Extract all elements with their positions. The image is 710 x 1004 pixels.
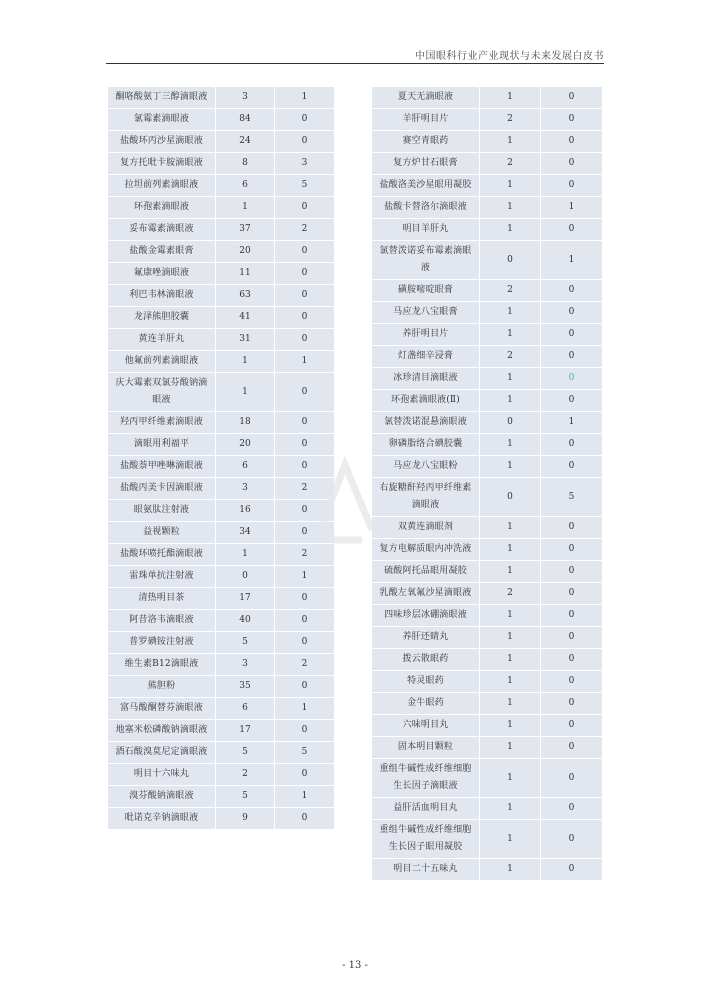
table-row: [372, 412, 602, 433]
count-b-cell: 0: [541, 583, 602, 604]
count-a-cell: 6: [216, 456, 275, 477]
count-b-cell: 0: [541, 131, 602, 152]
drug-name-cell: 环孢素滴眼液: [108, 197, 216, 218]
drug-name-cell: 龙泽熊胆胶囊: [108, 307, 216, 328]
count-b-cell: 0: [275, 676, 334, 697]
drug-name-cell: 卵磷脂络合碘胶囊: [372, 434, 480, 455]
count-b-cell: 2: [275, 544, 334, 565]
count-b-cell: 1: [275, 698, 334, 719]
count-a-cell: 1: [480, 131, 541, 152]
table-row: [372, 131, 602, 152]
drug-name-cell: 环孢素滴眼液(Ⅱ): [372, 390, 480, 411]
table-row: [108, 478, 334, 499]
count-b-cell: 0: [275, 720, 334, 741]
drug-name-cell: 羊肝明目片: [372, 109, 480, 130]
count-a-cell: 1: [480, 737, 541, 758]
drug-name-cell: 磺胺嘧啶眼膏: [372, 280, 480, 301]
count-b-cell: 0: [541, 456, 602, 477]
count-b-cell: 0: [541, 109, 602, 130]
count-b-cell: 0: [275, 522, 334, 543]
count-a-cell: 2: [216, 764, 275, 785]
drug-name-cell: 冰珍清目滴眼液: [372, 368, 480, 389]
count-b-cell: 0: [275, 109, 334, 130]
count-b-cell: 0: [275, 412, 334, 433]
count-b-cell: 0: [541, 175, 602, 196]
drug-name-cell: 拉坦前列素滴眼液: [108, 175, 216, 196]
table-row: [108, 566, 334, 587]
count-a-cell: 1: [480, 175, 541, 196]
table-row: [108, 764, 334, 785]
drug-name-cell: 熊胆粉: [108, 676, 216, 697]
count-a-cell: 1: [480, 219, 541, 240]
left-data-table: [108, 86, 334, 830]
drug-name-cell: 氯霉素滴眼液: [108, 109, 216, 130]
count-a-cell: 1: [480, 561, 541, 582]
table-row: [372, 478, 602, 516]
count-b-cell: 1: [275, 566, 334, 587]
table-row: [108, 131, 334, 152]
count-a-cell: 3: [216, 478, 275, 499]
table-row: [372, 737, 602, 758]
drug-name-cell: 黄连羊肝丸: [108, 329, 216, 350]
count-a-cell: 1: [480, 798, 541, 819]
count-a-cell: 37: [216, 219, 275, 240]
table-row: [372, 109, 602, 130]
drug-name-cell: 六味明目丸: [372, 715, 480, 736]
count-a-cell: 11: [216, 263, 275, 284]
count-a-cell: 2: [480, 346, 541, 367]
drug-name-cell: 溴芬酸钠滴眼液: [108, 786, 216, 807]
count-a-cell: 1: [480, 759, 541, 797]
count-a-cell: 9: [216, 808, 275, 829]
table-row: [372, 324, 602, 345]
table-row: [108, 676, 334, 697]
drug-name-cell: 明目二十五味丸: [372, 859, 480, 880]
drug-name-cell: 硫酸阿托品眼用凝胶: [372, 561, 480, 582]
count-b-cell: 0: [275, 329, 334, 350]
table-row: [372, 759, 602, 797]
count-b-cell: 0: [541, 671, 602, 692]
drug-name-cell: 盐酸环丙沙星滴眼液: [108, 131, 216, 152]
table-row: [372, 820, 602, 858]
count-b-cell: 0: [275, 434, 334, 455]
count-a-cell: 5: [216, 742, 275, 763]
right-data-table: [372, 86, 602, 881]
count-a-cell: 24: [216, 131, 275, 152]
drug-name-cell: 夏天无滴眼液: [372, 87, 480, 108]
drug-name-cell: 马应龙八宝眼粉: [372, 456, 480, 477]
table-row: [372, 368, 602, 389]
table-row: [372, 456, 602, 477]
count-a-cell: 17: [216, 720, 275, 741]
table-row: [372, 859, 602, 880]
table-row: [372, 798, 602, 819]
table-row: [108, 808, 334, 829]
drug-name-cell: 酮咯酸氨丁三醇滴眼液: [108, 87, 216, 108]
drug-name-cell: 复方电解质眼内冲洗液: [372, 539, 480, 560]
count-b-cell: 0: [275, 197, 334, 218]
count-a-cell: 1: [480, 820, 541, 858]
count-a-cell: 1: [480, 715, 541, 736]
count-b-cell: 0: [541, 153, 602, 174]
count-b-cell: 5: [541, 478, 602, 516]
table-row: [108, 285, 334, 306]
count-a-cell: 5: [216, 632, 275, 653]
count-a-cell: 3: [216, 654, 275, 675]
drug-name-cell: 吡诺克辛钠滴眼液: [108, 808, 216, 829]
count-a-cell: 1: [480, 517, 541, 538]
count-a-cell: 1: [216, 373, 275, 411]
drug-name-cell: 复方炉甘石眼膏: [372, 153, 480, 174]
drug-name-cell: 盐酸卡替洛尔滴眼液: [372, 197, 480, 218]
drug-name-cell: 清热明目茶: [108, 588, 216, 609]
count-b-cell: 0: [541, 434, 602, 455]
count-b-cell: 1: [275, 351, 334, 372]
table-row: [108, 87, 334, 108]
table-row: [108, 307, 334, 328]
drug-name-cell: 盐酸环喷托酯滴眼液: [108, 544, 216, 565]
count-a-cell: 1: [480, 390, 541, 411]
count-a-cell: 1: [216, 544, 275, 565]
table-row: [108, 742, 334, 763]
drug-name-cell: 特灵眼药: [372, 671, 480, 692]
count-a-cell: 20: [216, 434, 275, 455]
count-a-cell: 18: [216, 412, 275, 433]
drug-name-cell: 灯盏细辛浸膏: [372, 346, 480, 367]
table-row: [108, 720, 334, 741]
count-a-cell: 40: [216, 610, 275, 631]
count-a-cell: 63: [216, 285, 275, 306]
table-row: [372, 671, 602, 692]
drug-name-cell: 利巴韦林滴眼液: [108, 285, 216, 306]
count-b-cell: 2: [275, 219, 334, 240]
drug-name-cell: 复方托吡卡胺滴眼液: [108, 153, 216, 174]
table-row: [108, 109, 334, 130]
count-a-cell: 1: [480, 197, 541, 218]
table-row: [108, 263, 334, 284]
table-row: [108, 522, 334, 543]
table-row: [372, 241, 602, 279]
count-b-cell: 0: [541, 715, 602, 736]
count-b-cell: 1: [541, 197, 602, 218]
count-a-cell: 31: [216, 329, 275, 350]
table-row: [372, 627, 602, 648]
count-a-cell: 6: [216, 175, 275, 196]
drug-name-cell: 右旋糖酐羟丙甲纤维素滴眼液: [372, 478, 480, 516]
table-row: [108, 632, 334, 653]
count-a-cell: 1: [480, 368, 541, 389]
count-b-cell: 0: [275, 285, 334, 306]
count-b-cell: 1: [275, 786, 334, 807]
count-b-cell: 0: [541, 798, 602, 819]
count-a-cell: 3: [216, 87, 275, 108]
table-row: [372, 649, 602, 670]
drug-name-cell: 双黄连滴眼剂: [372, 517, 480, 538]
count-b-cell: 0: [275, 131, 334, 152]
drug-name-cell: 明目羊肝丸: [372, 219, 480, 240]
table-row: [108, 153, 334, 174]
count-a-cell: 1: [480, 605, 541, 626]
table-row: [108, 610, 334, 631]
count-a-cell: 1: [480, 859, 541, 880]
count-b-cell: 0: [541, 859, 602, 880]
table-row: [372, 280, 602, 301]
drug-name-cell: 阿昔洛韦滴眼液: [108, 610, 216, 631]
drug-name-cell: 养肝明目片: [372, 324, 480, 345]
table-row: [372, 219, 602, 240]
count-b-cell: 0: [275, 241, 334, 262]
table-row: [108, 786, 334, 807]
drug-name-cell: 滴眼用利福平: [108, 434, 216, 455]
count-b-cell: 0: [541, 324, 602, 345]
count-b-cell: 5: [275, 175, 334, 196]
drug-name-cell: 重组牛碱性成纤维细胞生长因子滴眼液: [372, 759, 480, 797]
drug-name-cell: 地塞米松磷酸钠滴眼液: [108, 720, 216, 741]
drug-name-cell: 氟康唑滴眼液: [108, 263, 216, 284]
table-row: [108, 175, 334, 196]
count-a-cell: 1: [480, 324, 541, 345]
table-row: [108, 373, 334, 411]
count-b-cell: 0: [541, 627, 602, 648]
drug-name-cell: 固本明目颗粒: [372, 737, 480, 758]
drug-name-cell: 盐酸洛美沙星眼用凝胶: [372, 175, 480, 196]
count-b-cell: 0: [275, 808, 334, 829]
drug-name-cell: 拨云散眼药: [372, 649, 480, 670]
count-a-cell: 1: [480, 87, 541, 108]
count-b-cell: 0: [275, 373, 334, 411]
drug-name-cell: 养肝还睛丸: [372, 627, 480, 648]
count-a-cell: 16: [216, 500, 275, 521]
count-b-cell: 0: [541, 561, 602, 582]
count-b-cell: 2: [275, 478, 334, 499]
count-a-cell: 34: [216, 522, 275, 543]
table-row: [372, 153, 602, 174]
count-b-cell: 0: [541, 302, 602, 323]
table-row: [108, 588, 334, 609]
table-row: [108, 456, 334, 477]
table-row: [108, 241, 334, 262]
drug-name-cell: 马应龙八宝眼膏: [372, 302, 480, 323]
drug-name-cell: 羟丙甲纤维素滴眼液: [108, 412, 216, 433]
drug-name-cell: 妥布霉素滴眼液: [108, 219, 216, 240]
table-row: [372, 583, 602, 604]
count-b-cell: 1: [541, 412, 602, 433]
drug-name-cell: 维生素B12滴眼液: [108, 654, 216, 675]
count-a-cell: 1: [480, 539, 541, 560]
drug-name-cell: 雷珠单抗注射液: [108, 566, 216, 587]
drug-name-cell: 明目十六味丸: [108, 764, 216, 785]
count-b-cell: 0: [275, 588, 334, 609]
count-b-cell: 0: [541, 280, 602, 301]
count-a-cell: 8: [216, 153, 275, 174]
table-row: [372, 87, 602, 108]
table-row: [108, 329, 334, 350]
count-a-cell: 1: [480, 649, 541, 670]
table-row: [108, 500, 334, 521]
table-row: [108, 434, 334, 455]
count-a-cell: 1: [480, 456, 541, 477]
table-row: [372, 715, 602, 736]
count-b-cell: 0: [275, 307, 334, 328]
drug-name-cell: 眼氨肽注射液: [108, 500, 216, 521]
table-row: [108, 197, 334, 218]
table-row: [372, 561, 602, 582]
count-b-cell: 0: [541, 368, 602, 389]
drug-name-cell: 庆大霉素双氯芬酸钠滴眼液: [108, 373, 216, 411]
count-a-cell: 2: [480, 109, 541, 130]
table-row: [372, 539, 602, 560]
count-b-cell: 0: [541, 605, 602, 626]
count-b-cell: 0: [275, 263, 334, 284]
table-row: [108, 351, 334, 372]
count-b-cell: 0: [541, 219, 602, 240]
count-b-cell: 0: [275, 632, 334, 653]
drug-name-cell: 富马酸酮替芬滴眼液: [108, 698, 216, 719]
count-a-cell: 0: [216, 566, 275, 587]
drug-name-cell: 四味珍层冰硼滴眼液: [372, 605, 480, 626]
count-b-cell: 0: [541, 759, 602, 797]
drug-name-cell: 重组牛碱性成纤维细胞生长因子眼用凝胶: [372, 820, 480, 858]
table-row: [108, 544, 334, 565]
drug-name-cell: 乳酸左氧氟沙星滴眼液: [372, 583, 480, 604]
count-a-cell: 84: [216, 109, 275, 130]
count-b-cell: 3: [275, 153, 334, 174]
count-b-cell: 0: [541, 737, 602, 758]
count-a-cell: 41: [216, 307, 275, 328]
count-b-cell: 0: [275, 456, 334, 477]
count-b-cell: 0: [541, 517, 602, 538]
count-a-cell: 1: [480, 434, 541, 455]
drug-name-cell: 赛空青眼药: [372, 131, 480, 152]
table-row: [108, 219, 334, 240]
table-row: [372, 434, 602, 455]
table-row: [108, 412, 334, 433]
table-row: [372, 517, 602, 538]
drug-name-cell: 氯替泼诺妥布霉素滴眼液: [372, 241, 480, 279]
drug-name-cell: 盐酸丙美卡因滴眼液: [108, 478, 216, 499]
count-a-cell: 20: [216, 241, 275, 262]
count-b-cell: 0: [275, 500, 334, 521]
count-b-cell: 0: [541, 346, 602, 367]
table-row: [108, 654, 334, 675]
drug-name-cell: 盐酸萘甲唑啉滴眼液: [108, 456, 216, 477]
count-a-cell: 6: [216, 698, 275, 719]
count-b-cell: 1: [275, 87, 334, 108]
count-a-cell: 2: [480, 583, 541, 604]
table-row: [372, 175, 602, 196]
count-a-cell: 5: [216, 786, 275, 807]
drug-name-cell: 他氟前列素滴眼液: [108, 351, 216, 372]
count-b-cell: 0: [275, 610, 334, 631]
count-a-cell: 0: [480, 241, 541, 279]
count-a-cell: 0: [480, 478, 541, 516]
count-a-cell: 1: [480, 693, 541, 714]
count-a-cell: 1: [480, 627, 541, 648]
table-row: [372, 390, 602, 411]
count-b-cell: 0: [541, 539, 602, 560]
drug-name-cell: 氯替泼诺混悬滴眼液: [372, 412, 480, 433]
count-b-cell: 0: [541, 390, 602, 411]
drug-name-cell: 金牛眼药: [372, 693, 480, 714]
document-header-title: 中国眼科行业产业现状与未来发展白皮书: [415, 51, 604, 62]
table-row: [372, 605, 602, 626]
drug-name-cell: 益肝活血明目丸: [372, 798, 480, 819]
page-number: - 13 -: [342, 960, 368, 971]
count-b-cell: 1: [541, 241, 602, 279]
count-b-cell: 0: [275, 764, 334, 785]
count-a-cell: 0: [480, 412, 541, 433]
drug-name-cell: 普罗碘铵注射液: [108, 632, 216, 653]
table-row: [372, 302, 602, 323]
count-a-cell: 1: [480, 302, 541, 323]
table-row: [372, 197, 602, 218]
drug-name-cell: 益视颗粒: [108, 522, 216, 543]
count-a-cell: 35: [216, 676, 275, 697]
drug-name-cell: 盐酸金霉素眼膏: [108, 241, 216, 262]
count-a-cell: 17: [216, 588, 275, 609]
count-b-cell: 2: [275, 654, 334, 675]
count-a-cell: 1: [216, 197, 275, 218]
count-a-cell: 2: [480, 153, 541, 174]
table-row: [372, 693, 602, 714]
count-b-cell: 0: [541, 693, 602, 714]
count-b-cell: 0: [541, 820, 602, 858]
count-b-cell: 0: [541, 87, 602, 108]
count-b-cell: 5: [275, 742, 334, 763]
count-a-cell: 1: [216, 351, 275, 372]
count-b-cell: 0: [541, 649, 602, 670]
count-a-cell: 1: [480, 671, 541, 692]
table-row: [108, 698, 334, 719]
drug-name-cell: 酒石酸溴莫尼定滴眼液: [108, 742, 216, 763]
count-a-cell: 2: [480, 280, 541, 301]
table-row: [372, 346, 602, 367]
